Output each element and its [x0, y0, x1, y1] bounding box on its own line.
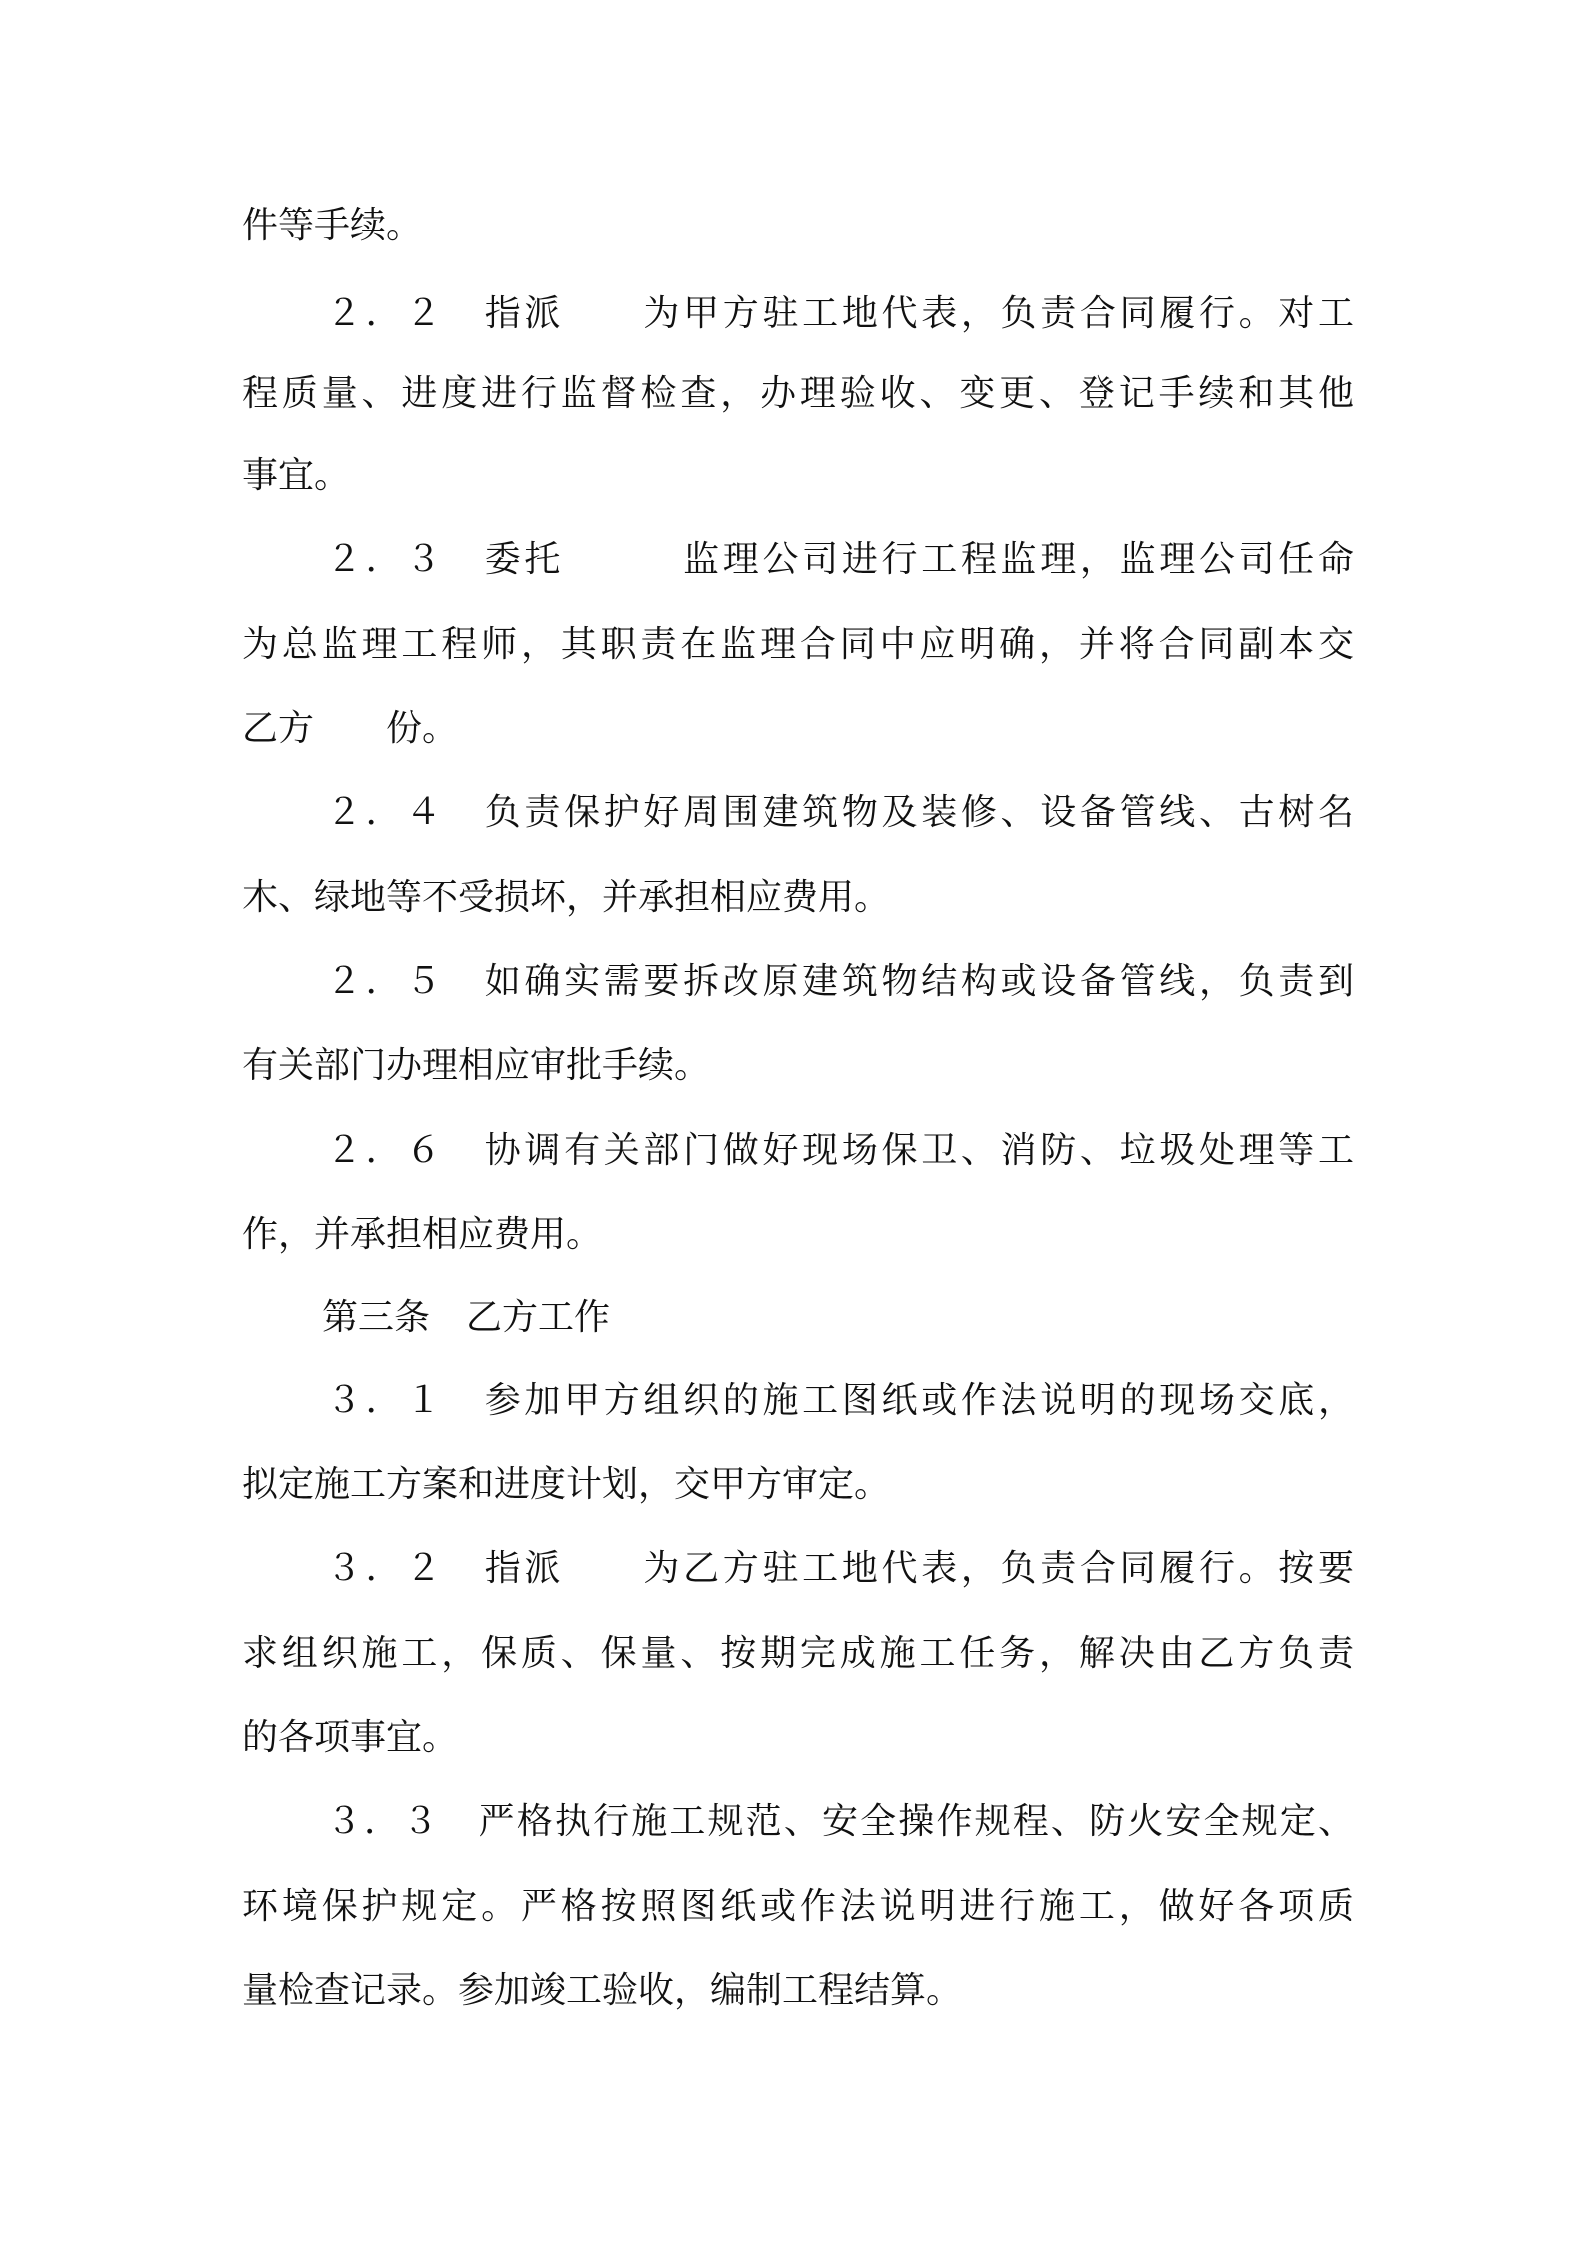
- clause-2-4-line: ２．４ 负责保护好周围建筑物及装修、设备管线、古树名: [326, 792, 1354, 833]
- text-line: 为总监理工程师，其职责在监理合同中应明确，并将合同副本交: [242, 624, 1354, 665]
- text-line: 拟定施工方案和进度计划，交甲方审定。: [242, 1464, 891, 1505]
- clause-3-3-line: ３．３ 严格执行施工规范、安全操作规程、防火安全规定、: [326, 1801, 1354, 1842]
- text-line: 事宜。: [242, 455, 351, 496]
- text-line: 环境保护规定。严格按照图纸或作法说明进行施工，做好各项质: [242, 1886, 1354, 1927]
- text-line: 量检查记录。参加竣工验收，编制工程结算。: [242, 1970, 963, 2011]
- text-line: 件等手续。: [242, 205, 423, 246]
- text-line: 求组织施工，保质、保量、按期完成施工任务，解决由乙方负责: [242, 1633, 1354, 1674]
- text-line: 程质量、进度进行监督检查，办理验收、变更、登记手续和其他: [242, 373, 1354, 414]
- clause-2-6-line: ２．６ 协调有关部门做好现场保卫、消防、垃圾处理等工: [326, 1130, 1354, 1171]
- clause-2-5-line: ２．５ 如确实需要拆改原建筑物结构或设备管线，负责到: [326, 961, 1354, 1002]
- text-line: 木、绿地等不受损坏，并承担相应费用。: [242, 877, 891, 918]
- article-3-heading: 第三条 乙方工作: [322, 1297, 611, 1338]
- clause-3-1-line: ３．１ 参加甲方组织的施工图纸或作法说明的现场交底，: [326, 1380, 1354, 1421]
- text-line: 乙方 份。: [242, 708, 459, 749]
- clause-3-2-line: ３．２ 指派 为乙方驻工地代表，负责合同履行。按要: [326, 1548, 1354, 1589]
- text-line: 作，并承担相应费用。: [242, 1214, 603, 1255]
- text-line: 的各项事宜。: [242, 1717, 459, 1758]
- clause-2-2-line: ２．２ 指派 为甲方驻工地代表，负责合同履行。对工: [326, 293, 1354, 334]
- text-line: 有关部门办理相应审批手续。: [242, 1045, 711, 1086]
- clause-2-3-line: ２．３ 委托 监理公司进行工程监理，监理公司任命: [326, 539, 1354, 580]
